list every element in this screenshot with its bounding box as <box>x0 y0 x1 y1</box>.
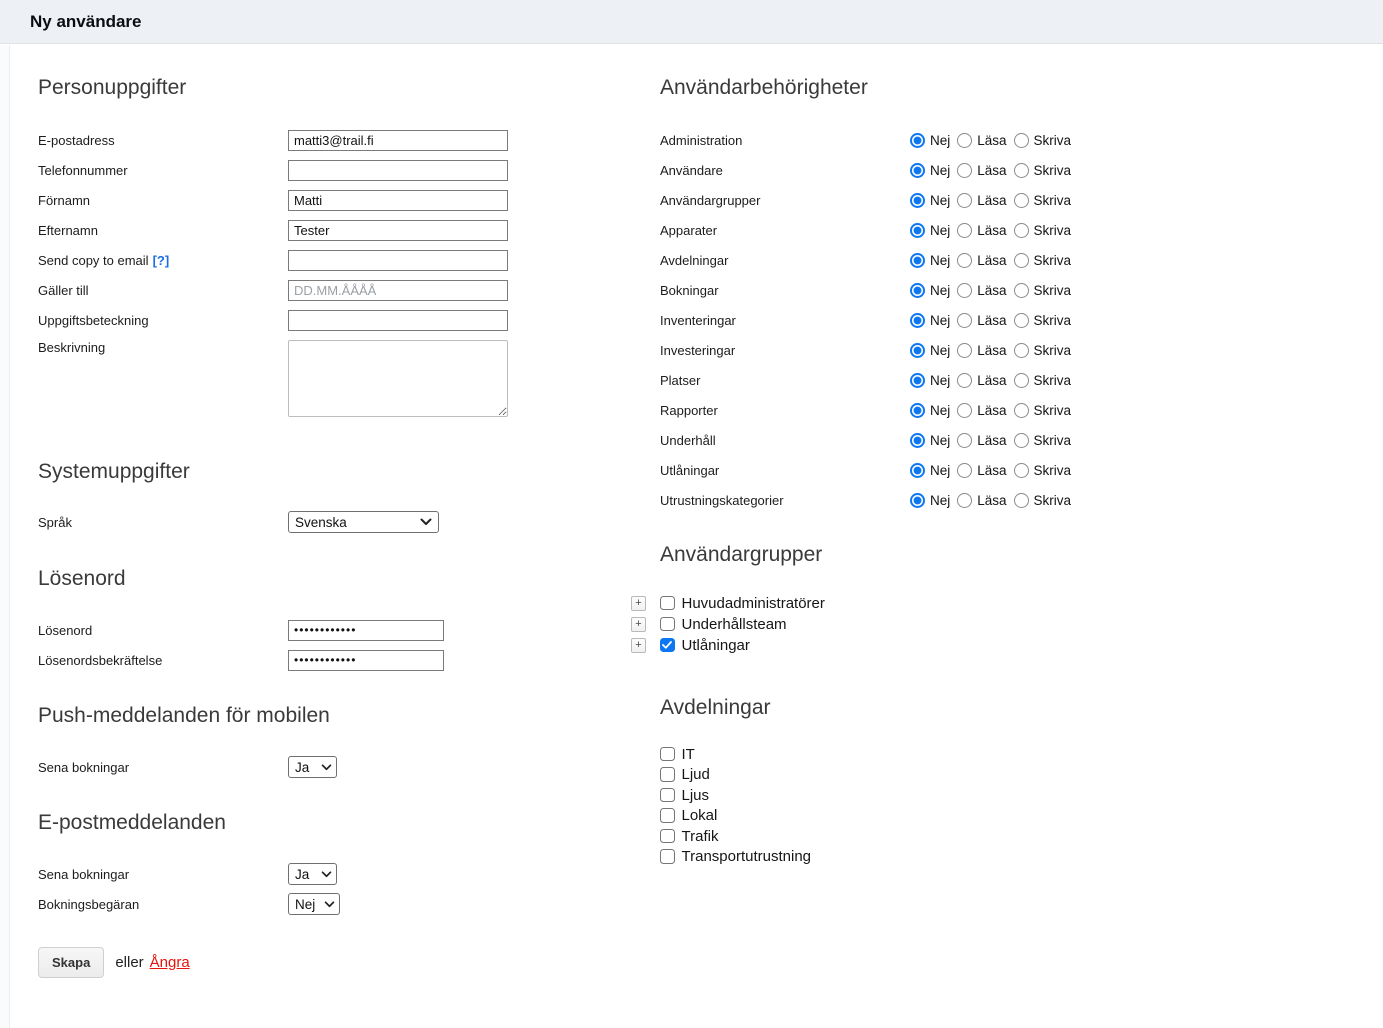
check-icon <box>662 641 672 649</box>
create-button[interactable]: Skapa <box>38 947 104 978</box>
field-row-sendcopy <box>38 250 618 270</box>
section-heading-system: Systemuppgifter <box>38 460 190 483</box>
permission-row-underhall <box>660 430 1260 450</box>
expand-group-icon[interactable]: + <box>631 617 646 632</box>
or-text: eller <box>115 954 144 971</box>
permission-radio-group <box>910 223 1078 238</box>
group-checkbox[interactable] <box>660 617 675 632</box>
password-label: Lösenord <box>38 622 93 638</box>
field-row-email <box>38 130 618 150</box>
radio-nej[interactable] <box>910 463 925 478</box>
phone-field[interactable] <box>288 160 508 181</box>
radio-label-skriva: Skriva <box>1033 402 1072 418</box>
chevron-down-icon <box>321 764 332 771</box>
section-heading-mail: E-postmeddelanden <box>38 811 226 834</box>
lastname-field[interactable] <box>288 220 508 241</box>
mail-late-bookings-select[interactable] <box>288 863 337 885</box>
permission-label: Platser <box>660 372 701 388</box>
radio-label-nej: Nej <box>930 372 951 388</box>
field-row-push-late-bookings <box>38 757 618 777</box>
radio-skriva[interactable] <box>1014 163 1029 178</box>
permission-label: Användargrupper <box>660 192 761 208</box>
radio-label-skriva: Skriva <box>1033 492 1072 508</box>
radio-nej[interactable] <box>910 223 925 238</box>
push-late-bookings-value: Ja <box>295 759 310 775</box>
field-row-firstname <box>38 190 618 210</box>
field-row-jobtitle <box>38 310 618 330</box>
permission-row-apparater <box>660 220 1260 240</box>
radio-skriva[interactable] <box>1014 373 1029 388</box>
permission-row-anvandargrupper <box>660 190 1260 210</box>
radio-lasa[interactable] <box>957 133 972 148</box>
cancel-link[interactable]: Ångra <box>149 954 190 971</box>
personal-fields <box>38 130 618 417</box>
section-heading-password: Lösenord <box>38 567 126 590</box>
radio-label-nej: Nej <box>930 342 951 358</box>
group-label: Underhållsteam <box>681 615 787 633</box>
right-column <box>635 45 1260 867</box>
permission-radio-group <box>910 253 1078 268</box>
chevron-down-icon <box>321 871 332 878</box>
radio-label-lasa: Läsa <box>977 312 1007 328</box>
department-checkbox[interactable] <box>660 849 675 864</box>
department-label: Ljus <box>681 786 710 804</box>
department-row-trafik <box>660 826 1260 846</box>
radio-label-skriva: Skriva <box>1033 372 1072 388</box>
department-checkbox[interactable] <box>660 767 675 782</box>
radio-label-lasa: Läsa <box>977 402 1007 418</box>
permission-row-bokningar <box>660 280 1260 300</box>
field-row-password-confirm <box>38 650 618 670</box>
department-label: IT <box>681 745 695 763</box>
radio-skriva[interactable] <box>1014 433 1029 448</box>
radio-label-skriva: Skriva <box>1033 132 1072 148</box>
radio-skriva[interactable] <box>1014 133 1029 148</box>
radio-label-nej: Nej <box>930 492 951 508</box>
push-fields <box>38 757 618 777</box>
department-label: Trafik <box>681 827 719 845</box>
section-heading-push: Push-meddelanden för mobilen <box>38 704 330 727</box>
permission-row-rapporter <box>660 400 1260 420</box>
radio-label-skriva: Skriva <box>1033 192 1072 208</box>
page-header <box>0 0 1383 44</box>
system-fields <box>38 512 618 532</box>
radio-label-lasa: Läsa <box>977 282 1007 298</box>
field-row-lastname <box>38 220 618 240</box>
email-field[interactable] <box>288 130 508 151</box>
radio-label-skriva: Skriva <box>1033 312 1072 328</box>
section-heading-departments: Avdelningar <box>660 696 771 719</box>
radio-label-nej: Nej <box>930 462 951 478</box>
departments-list <box>660 744 1260 867</box>
department-checkbox[interactable] <box>660 747 675 762</box>
booking-requests-label: Bokningsbegäran <box>38 896 140 912</box>
section-heading-user-groups: Användargrupper <box>660 543 823 566</box>
permission-radio-group <box>910 463 1078 478</box>
radio-label-skriva: Skriva <box>1033 252 1072 268</box>
user-groups-list <box>631 593 1260 655</box>
permission-row-investeringar <box>660 340 1260 360</box>
lastname-label: Efternamn <box>38 222 98 238</box>
booking-requests-value: Nej <box>295 896 316 912</box>
permission-row-administration <box>660 130 1260 150</box>
expand-group-icon[interactable]: + <box>631 638 646 653</box>
jobtitle-field[interactable] <box>288 310 508 331</box>
radio-lasa[interactable] <box>957 313 972 328</box>
radio-lasa[interactable] <box>957 223 972 238</box>
radio-skriva[interactable] <box>1014 253 1029 268</box>
group-row-utlaningar <box>631 635 1260 655</box>
permission-radio-group <box>910 403 1078 418</box>
expand-group-icon[interactable]: + <box>631 596 646 611</box>
radio-nej[interactable] <box>910 493 925 508</box>
push-late-bookings-select[interactable] <box>288 756 337 778</box>
language-label: Språk <box>38 514 72 530</box>
radio-lasa[interactable] <box>957 463 972 478</box>
radio-label-lasa: Läsa <box>977 162 1007 178</box>
permissions-list <box>660 130 1260 510</box>
radio-lasa[interactable] <box>957 343 972 358</box>
sendcopy-label-text: Send copy to email <box>38 252 149 268</box>
permission-label: Bokningar <box>660 282 719 298</box>
radio-label-lasa: Läsa <box>977 372 1007 388</box>
radio-label-lasa: Läsa <box>977 432 1007 448</box>
permission-label: Utrustningskategorier <box>660 492 784 508</box>
radio-label-skriva: Skriva <box>1033 222 1072 238</box>
permission-label: Avdelningar <box>660 252 729 268</box>
permission-radio-group <box>910 193 1078 208</box>
sendcopy-label <box>38 253 288 268</box>
group-label: Utlåningar <box>681 636 750 654</box>
radio-nej[interactable] <box>910 433 925 448</box>
radio-nej[interactable] <box>910 193 925 208</box>
field-row-mail-late-bookings <box>38 864 618 884</box>
radio-label-nej: Nej <box>930 162 951 178</box>
permission-row-platser <box>660 370 1260 390</box>
password-confirm-field[interactable] <box>288 650 444 671</box>
permission-label: Användare <box>660 162 723 178</box>
field-row-language <box>38 512 618 532</box>
language-select-value: Svenska <box>295 514 347 530</box>
department-row-transportutrustning <box>660 847 1260 867</box>
permission-radio-group <box>910 373 1078 388</box>
left-column <box>38 45 618 978</box>
radio-lasa[interactable] <box>957 163 972 178</box>
permission-label: Investeringar <box>660 342 736 358</box>
radio-label-nej: Nej <box>930 222 951 238</box>
phone-label: Telefonnummer <box>38 162 128 178</box>
permission-radio-group <box>910 163 1078 178</box>
page-title: Ny användare <box>30 11 142 31</box>
mail-late-bookings-value: Ja <box>295 866 310 882</box>
permission-row-utrustningskategorier <box>660 490 1260 510</box>
radio-skriva[interactable] <box>1014 313 1029 328</box>
permission-radio-group <box>910 343 1078 358</box>
radio-label-lasa: Läsa <box>977 192 1007 208</box>
permission-row-anvandare <box>660 160 1260 180</box>
radio-label-skriva: Skriva <box>1033 342 1072 358</box>
radio-nej[interactable] <box>910 163 925 178</box>
validuntil-field[interactable] <box>288 280 508 301</box>
permission-radio-group <box>910 133 1078 148</box>
department-row-lokal <box>660 806 1260 826</box>
group-checkbox-checked[interactable] <box>660 638 675 653</box>
radio-label-lasa: Läsa <box>977 132 1007 148</box>
field-row-booking-requests <box>38 894 618 914</box>
group-row-huvudadministratorer <box>631 593 1260 613</box>
field-row-description <box>38 340 618 417</box>
radio-nej[interactable] <box>910 253 925 268</box>
radio-label-skriva: Skriva <box>1033 462 1072 478</box>
validuntil-label: Gäller till <box>38 282 89 298</box>
password-fields <box>38 620 618 670</box>
radio-label-nej: Nej <box>930 312 951 328</box>
field-row-validuntil <box>38 280 618 300</box>
department-checkbox[interactable] <box>660 829 675 844</box>
help-link[interactable]: [?] <box>152 252 170 268</box>
field-row-password <box>38 620 618 640</box>
group-checkbox[interactable] <box>660 596 675 611</box>
description-field[interactable] <box>288 340 508 417</box>
permission-label: Underhåll <box>660 432 716 448</box>
radio-label-nej: Nej <box>930 132 951 148</box>
mail-late-bookings-label: Sena bokningar <box>38 866 130 882</box>
radio-nej[interactable] <box>910 283 925 298</box>
sendcopy-field[interactable] <box>288 250 508 271</box>
radio-label-nej: Nej <box>930 252 951 268</box>
radio-lasa[interactable] <box>957 373 972 388</box>
group-row-underhallsteam <box>631 614 1260 634</box>
permission-radio-group <box>910 493 1078 508</box>
department-label: Lokal <box>681 807 718 824</box>
language-select[interactable] <box>288 511 439 533</box>
radio-lasa[interactable] <box>957 493 972 508</box>
email-label: E-postadress <box>38 132 115 148</box>
firstname-field[interactable] <box>288 190 508 211</box>
permission-label: Rapporter <box>660 402 718 418</box>
permission-row-inventeringar <box>660 310 1260 330</box>
radio-skriva[interactable] <box>1014 283 1029 298</box>
department-label: Ljud <box>681 766 710 783</box>
permission-label: Apparater <box>660 222 718 238</box>
permission-label: Inventeringar <box>660 312 736 328</box>
department-row-it <box>660 744 1260 764</box>
radio-label-lasa: Läsa <box>977 462 1007 478</box>
department-checkbox[interactable] <box>660 808 675 823</box>
password-confirm-label: Lösenordsbekräftelse <box>38 652 163 668</box>
department-row-ljus <box>660 785 1260 805</box>
permission-row-avdelningar <box>660 250 1260 270</box>
section-heading-permissions: Användarbehörigheter <box>660 76 868 99</box>
chevron-down-icon <box>420 518 432 526</box>
radio-label-lasa: Läsa <box>977 222 1007 238</box>
push-late-bookings-label: Sena bokningar <box>38 759 130 775</box>
password-field[interactable] <box>288 620 444 641</box>
group-label: Huvudadministratörer <box>681 594 825 612</box>
radio-lasa[interactable] <box>957 403 972 418</box>
radio-lasa[interactable] <box>957 433 972 448</box>
radio-skriva[interactable] <box>1014 403 1029 418</box>
radio-label-lasa: Läsa <box>977 342 1007 358</box>
radio-label-lasa: Läsa <box>977 252 1007 268</box>
field-row-phone <box>38 160 618 180</box>
permission-label: Utlåningar <box>660 462 720 478</box>
booking-requests-select[interactable] <box>288 893 340 915</box>
radio-label-nej: Nej <box>930 192 951 208</box>
radio-label-skriva: Skriva <box>1033 432 1072 448</box>
mail-fields <box>38 864 618 914</box>
action-row <box>38 947 618 978</box>
permission-radio-group <box>910 313 1078 328</box>
permission-radio-group <box>910 433 1078 448</box>
jobtitle-label: Uppgiftsbeteckning <box>38 312 149 328</box>
radio-skriva[interactable] <box>1014 223 1029 238</box>
left-gutter <box>0 45 10 1028</box>
radio-lasa[interactable] <box>957 283 972 298</box>
department-row-ljud <box>660 765 1260 785</box>
radio-lasa[interactable] <box>957 193 972 208</box>
radio-skriva[interactable] <box>1014 193 1029 208</box>
radio-nej[interactable] <box>910 313 925 328</box>
radio-nej[interactable] <box>910 343 925 358</box>
permission-radio-group <box>910 283 1078 298</box>
radio-skriva[interactable] <box>1014 343 1029 358</box>
radio-label-nej: Nej <box>930 282 951 298</box>
department-checkbox[interactable] <box>660 788 675 803</box>
radio-nej[interactable] <box>910 133 925 148</box>
radio-skriva[interactable] <box>1014 463 1029 478</box>
radio-label-nej: Nej <box>930 402 951 418</box>
radio-label-skriva: Skriva <box>1033 282 1072 298</box>
description-label: Beskrivning <box>38 340 106 355</box>
radio-nej[interactable] <box>910 373 925 388</box>
department-label: Transportutrustning <box>681 848 812 865</box>
radio-label-lasa: Läsa <box>977 492 1007 508</box>
radio-lasa[interactable] <box>957 253 972 268</box>
radio-label-skriva: Skriva <box>1033 162 1072 178</box>
section-heading-personal: Personuppgifter <box>38 76 187 99</box>
permission-row-utlaningar <box>660 460 1260 480</box>
radio-skriva[interactable] <box>1014 493 1029 508</box>
chevron-down-icon <box>324 901 335 908</box>
radio-label-nej: Nej <box>930 432 951 448</box>
permission-label: Administration <box>660 132 743 148</box>
firstname-label: Förnamn <box>38 192 91 208</box>
radio-nej[interactable] <box>910 403 925 418</box>
